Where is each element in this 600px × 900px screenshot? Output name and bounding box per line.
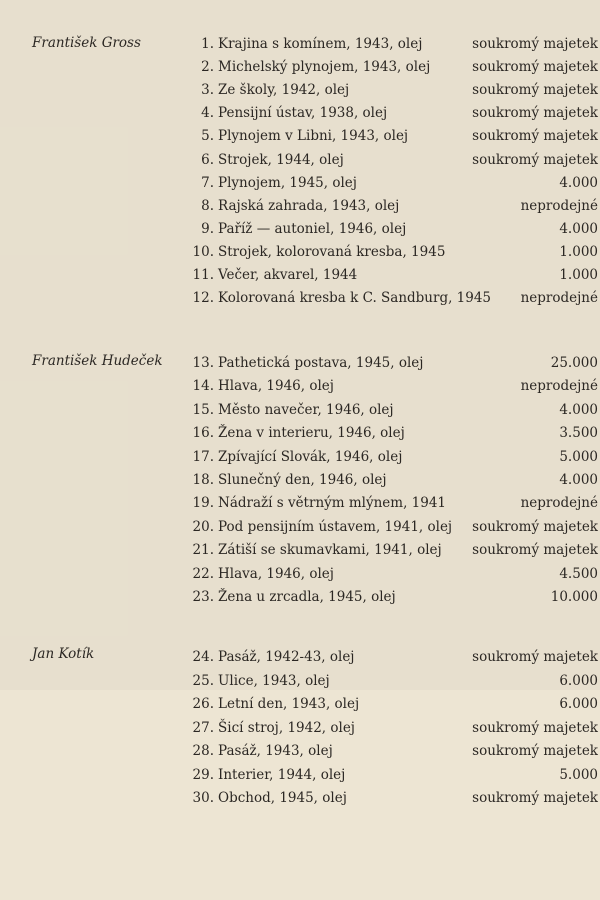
entry-number: 9. bbox=[201, 220, 214, 237]
catalog-entry bbox=[0, 740, 600, 762]
catalog-entry bbox=[0, 469, 600, 491]
entry-title: Pod pensijním ústavem, 1941, olej bbox=[218, 518, 453, 535]
entry-title: Večer, akvarel, 1944 bbox=[218, 267, 358, 283]
catalog-entry bbox=[0, 218, 600, 240]
catalog-entry bbox=[0, 693, 600, 715]
entry-price: soukromý majetek bbox=[472, 743, 598, 759]
catalog-entry bbox=[0, 399, 600, 421]
entry-price: soukromý majetek bbox=[472, 649, 598, 665]
catalog-entry bbox=[0, 516, 600, 538]
entry-number: 29. bbox=[192, 766, 214, 783]
entry-price: 6.000 bbox=[559, 696, 598, 712]
entry-number: 11. bbox=[192, 267, 214, 283]
catalog-entry bbox=[0, 172, 600, 194]
entry-price: 3.500 bbox=[559, 425, 598, 442]
catalog-entry bbox=[0, 56, 600, 78]
catalog-entry bbox=[0, 539, 600, 561]
entry-title: Zátiší se skumavkami, 1941, olej bbox=[218, 542, 442, 559]
entry-title: Pensijní ústav, 1938, olej bbox=[218, 105, 388, 122]
entry-price: 4.000 bbox=[559, 401, 598, 418]
entry-number: 4. bbox=[201, 105, 214, 122]
entry-title: Pasáž, 1943, olej bbox=[218, 743, 333, 759]
entry-number: 14. bbox=[192, 378, 214, 395]
entry-title: Žena v interieru, 1946, olej bbox=[218, 425, 405, 442]
entry-title: Plynojem, 1945, olej bbox=[218, 174, 357, 191]
catalog-entry bbox=[0, 149, 600, 171]
entry-title: Ze školy, 1942, olej bbox=[218, 82, 350, 99]
entry-title: Město navečer, 1946, olej bbox=[218, 401, 394, 418]
catalog-entry bbox=[0, 102, 600, 124]
catalog-entry bbox=[0, 787, 600, 809]
catalog-entry bbox=[0, 670, 600, 692]
entry-price: 5.000 bbox=[559, 766, 598, 783]
catalog-entry bbox=[0, 125, 600, 147]
entry-number: 22. bbox=[192, 565, 214, 582]
catalog-entry bbox=[0, 764, 600, 786]
entry-title: Letní den, 1943, olej bbox=[218, 696, 360, 712]
entry-number: 10. bbox=[192, 243, 214, 260]
entry-price: 6.000 bbox=[559, 672, 598, 689]
entry-number: 16. bbox=[192, 425, 214, 442]
catalog-entry bbox=[0, 422, 600, 444]
entry-price: 1.000 bbox=[559, 267, 598, 283]
entry-price: soukromý majetek bbox=[472, 719, 598, 736]
entry-price: soukromý majetek bbox=[472, 105, 598, 122]
entry-title: Nádraží s větrným mlýnem, 1941 bbox=[218, 495, 447, 512]
entry-title: Hlava, 1946, olej bbox=[218, 378, 334, 395]
catalog-entry bbox=[0, 446, 600, 468]
entry-price: neprodejné bbox=[520, 197, 598, 214]
entry-number: 17. bbox=[192, 448, 214, 465]
entry-price: soukromý majetek bbox=[472, 128, 598, 145]
entry-number: 12. bbox=[192, 290, 214, 307]
catalog-entry bbox=[0, 195, 600, 217]
entry-price: 5.000 bbox=[559, 448, 598, 465]
entry-number: 7. bbox=[201, 174, 214, 191]
entry-number: 23. bbox=[192, 589, 214, 605]
entry-title: Ulice, 1943, olej bbox=[218, 672, 330, 689]
entry-title: Žena u zrcadla, 1945, olej bbox=[218, 589, 396, 605]
entry-title: Michelský plynojem, 1943, olej bbox=[218, 59, 431, 76]
entry-number: 21. bbox=[192, 542, 214, 559]
entry-price: 4.000 bbox=[559, 472, 598, 488]
catalog-entry bbox=[0, 492, 600, 514]
artist-name: Jan Kotík bbox=[32, 646, 95, 662]
catalog-entry bbox=[0, 264, 600, 286]
entry-price: soukromý majetek bbox=[472, 151, 598, 168]
entry-number: 2. bbox=[201, 59, 214, 76]
entry-price: neprodejné bbox=[520, 290, 598, 307]
entry-title: Pathetická postava, 1945, olej bbox=[218, 355, 424, 371]
catalog-entry bbox=[0, 352, 600, 374]
entry-number: 27. bbox=[192, 719, 214, 736]
catalog-entry bbox=[0, 375, 600, 397]
entry-price: soukromý majetek bbox=[472, 36, 598, 52]
entry-price: soukromý majetek bbox=[472, 790, 598, 806]
entry-title: Kolorovaná kresba k C. Sandburg, 1945 bbox=[218, 290, 492, 307]
catalog-entry bbox=[0, 563, 600, 585]
entry-title: Paříž — autoniel, 1946, olej bbox=[218, 220, 407, 237]
entry-number: 18. bbox=[192, 472, 214, 488]
catalog-entry bbox=[0, 717, 600, 739]
catalog-entry bbox=[0, 241, 600, 263]
entry-title: Plynojem v Libni, 1943, olej bbox=[218, 128, 409, 145]
entry-price: soukromý majetek bbox=[472, 518, 598, 535]
entry-number: 5. bbox=[201, 128, 214, 145]
catalog-entry bbox=[0, 646, 600, 668]
entry-price: soukromý majetek bbox=[472, 542, 598, 559]
entry-price: 1.000 bbox=[559, 243, 598, 260]
entry-price: neprodejné bbox=[520, 378, 598, 395]
entry-title: Interier, 1944, olej bbox=[218, 766, 346, 783]
entry-number: 30. bbox=[192, 790, 214, 806]
artist-name: František Gross bbox=[32, 35, 141, 51]
entry-number: 25. bbox=[192, 672, 214, 689]
entry-title: Strojek, 1944, olej bbox=[218, 151, 344, 168]
entry-price: 4.000 bbox=[559, 220, 598, 237]
entry-title: Zpívající Slovák, 1946, olej bbox=[218, 448, 403, 465]
entry-price: soukromý majetek bbox=[472, 59, 598, 76]
entry-number: 1. bbox=[201, 36, 214, 52]
entry-number: 28. bbox=[192, 743, 214, 759]
entry-title: Obchod, 1945, olej bbox=[218, 790, 347, 806]
entry-number: 15. bbox=[192, 401, 214, 418]
entry-number: 6. bbox=[201, 151, 214, 168]
catalog-entry bbox=[0, 33, 600, 55]
catalog-entry bbox=[0, 79, 600, 101]
entry-number: 26. bbox=[192, 696, 214, 712]
entry-price: neprodejné bbox=[520, 495, 598, 512]
entry-title: Rajská zahrada, 1943, olej bbox=[218, 197, 400, 214]
entry-number: 19. bbox=[192, 495, 214, 512]
entry-price: 4.500 bbox=[559, 565, 598, 582]
entry-number: 8. bbox=[201, 197, 214, 214]
entry-title: Pasáž, 1942-43, olej bbox=[218, 649, 355, 665]
artist-name: František Hudeček bbox=[32, 353, 163, 369]
entry-title: Strojek, kolorovaná kresba, 1945 bbox=[218, 243, 446, 260]
catalog-entry bbox=[0, 287, 600, 309]
entry-number: 13. bbox=[192, 355, 214, 371]
entry-number: 24. bbox=[192, 649, 214, 665]
entry-number: 20. bbox=[192, 518, 214, 535]
entry-title: Hlava, 1946, olej bbox=[218, 565, 334, 582]
entry-title: Slunečný den, 1946, olej bbox=[218, 472, 387, 488]
entry-price: 25.000 bbox=[550, 355, 598, 371]
catalog-entry bbox=[0, 586, 600, 608]
entry-price: 10.000 bbox=[550, 589, 598, 605]
entry-price: soukromý majetek bbox=[472, 82, 598, 99]
entry-title: Krajina s komínem, 1943, olej bbox=[218, 36, 423, 52]
entry-price: 4.000 bbox=[559, 174, 598, 191]
entry-title: Šicí stroj, 1942, olej bbox=[218, 719, 355, 736]
entry-number: 3. bbox=[201, 82, 214, 99]
